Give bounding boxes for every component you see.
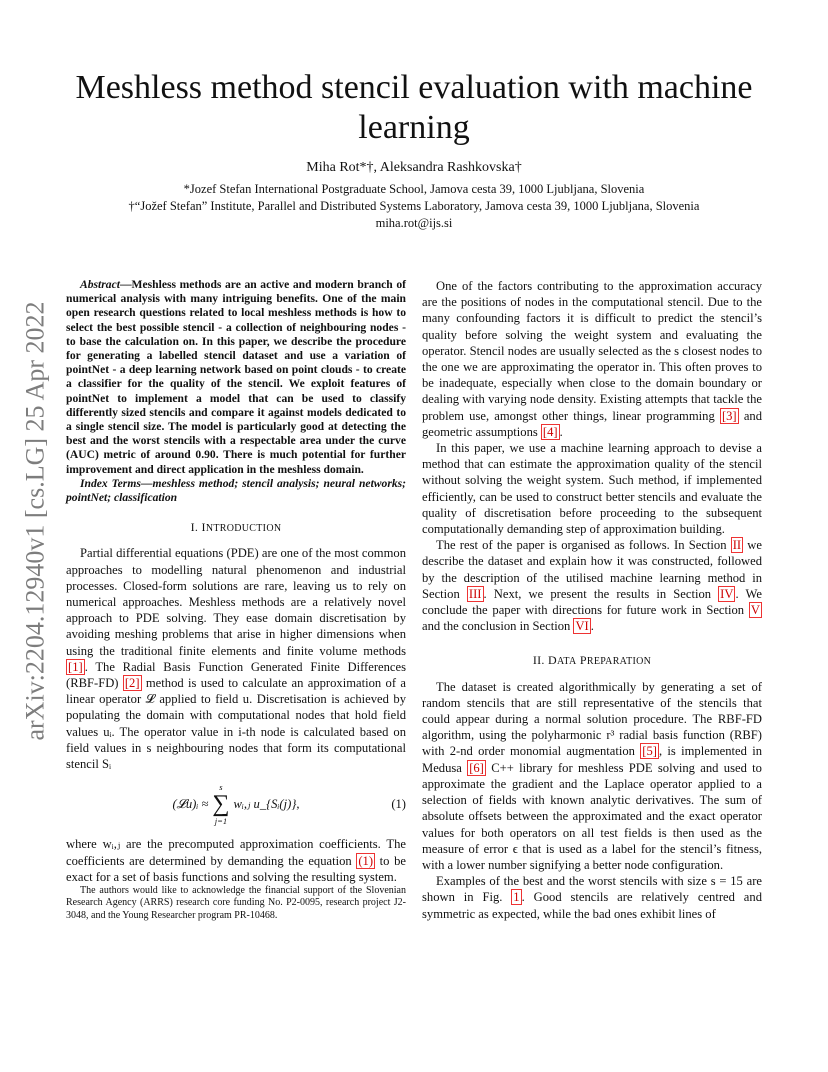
equation-number: (1)	[391, 797, 406, 812]
data-paragraph-2: Examples of the best and the worst stencils with size s = 15 are shown in Fig. 1 . Good stencils are relatively centred and symmetric as expected, while the bad ones exhibit lines of	[422, 874, 762, 921]
intro-paragraph-3: One of the factors contributing to the approximation accuracy are the positions of nodes in the computational stencil. Due to the many confounding factors it is difficult to predict the stencil’s quality before solving the weight system and evaluating the operator. Stencil nodes are usually selected as the s closest nodes to the one we are approximating the operator in. This often proves to be inadequate, especially when close to the domain boundary or dealing with varying node density. Existing attempts that tackle the problem use, amongst other things, linear programming [3] and geometric assumptions [4] .	[422, 279, 762, 439]
authors: Miha Rot*†, Aleksandra Rashkovska†	[306, 160, 522, 175]
intro-paragraph-2: where wᵢ,ⱼ are the precomputed approximation coefficients. The coefficients are determined by demanding the equation (1) to be exact for a set of basis functions and solving the resulting system.	[66, 837, 407, 884]
affiliation-1: *Jozef Stefan International Postgraduate School, Jamova cesta 39, 1000 Ljubljana, Slovenia	[183, 182, 645, 196]
equation-lhs: (𝓛u)ᵢ ≈	[172, 797, 209, 812]
intro-paragraph-4: In this paper, we use a machine learning approach to devise a method that can estimate the approximation quality of the stencil without solving the weight system. Such method, if implemented efficiently, can be used to construct better stencils and evaluate the quality of discretisation before proceeding to the subsequent computationally demanding step of approximation building.	[422, 441, 762, 537]
data-paragraph-1: The dataset is created algorithmically by generating a set of random stencils that are still representative of the stencils that could appear during a normal solution procedure. The RBF-FD algorithm, using the polyharmonic r³ radial basis function (RBF) with 2-nd order monomial augmentation [5] , is implemented in Medusa [6] C++ library for meshless PDE solving and used to approximate the gradient and the Laplace operator applied to a selection of fields with known analytic derivatives. The sum of absolute offsets between the approximated and the exact operator values for both operators on all test fields is then used as the measure of error ϵ that is used as a label for the stencil’s fitness, with a lower number signifying a better node configuration.	[422, 679, 763, 872]
abstract-label: Abstract	[80, 278, 120, 291]
section-heading-introduction: I. INTRODUCTION	[190, 520, 282, 535]
author-email: miha.rot@ijs.si	[375, 216, 453, 230]
section-link[interactable]: VI	[575, 619, 589, 634]
index-terms: Index Terms—meshless method; stencil analysis; neural networks; pointNet; classification	[66, 476, 406, 505]
footnote: The authors would like to acknowledge the financial support of the Slovenian Research Agency (ARRS) research core funding No. P2-0095, research project J2-3048, and the Young Researcher program PR-10468.	[66, 884, 406, 921]
affiliation-2: †“Jožef Stefan” Institute, Parallel and Distributed Systems Laboratory, Jamova cesta 39, 1000 Ljubljana, Slovenia	[128, 199, 700, 213]
left-column	[66, 278, 406, 922]
intro-paragraph-5: The rest of the paper is organised as follows. In Section II we describe the dataset and explain how it was constructed, followed by the description of the utilised machine learning method in Section III . Next, we present the results in Section IV . We conclude the paper with directions for future work in Section V and the conclusion in Section VI .	[422, 538, 762, 634]
abstract-text: —Meshless methods are an active and modern branch of numerical analysis with many intriguing benefits. One of the main open research questions related to local meshless methods is how to select the best possible stencil - a collection of neighbouring nodes - to base the calculation on. In this paper, we describe the procedure for generating a labelled stencil dataset and use a variation of pointNet - a deep learning network based on point clouds - to create a classifier for the quality of the stencil. We exploit features of pointNet to implement a model that can be used to classify differently sized stencils and compare it against models dedicated to a single stencil size. The model is particularly good at detecting the best and the worst stencils with a respectable area under the curve (AUC) metric of around 0.90. There is much potential for further improvement and direct application in the meshless domain.	[66, 278, 406, 476]
equation-link[interactable]: (1)	[358, 853, 374, 868]
equation-1	[66, 778, 406, 830]
citation-link[interactable]: [4]	[542, 424, 558, 439]
arxiv-stamp	[18, 285, 54, 757]
paper-title: Meshless method stencil evaluation with machine learning	[75, 69, 753, 146]
section-link[interactable]: IV	[720, 586, 734, 601]
citation-link[interactable]: [6]	[469, 760, 484, 775]
intro-paragraph-1: Partial differential equations (PDE) are one of the most common approaches to modelling natural phenomenon and industrial processes. Closed-form solutions are rare, leaving us to rely on numerical approaches. Meshless methods are a relatively novel approach to PDE solving. They ease domain discretisation by avoiding meshing problems that arise in higher dimensions when using the traditional finite elements and finite volume methods [1] . The Radial Basis Function Generated Finite Differences (RBF-FD) [2] method is used to calculate an approximation of a linear operator 𝓛 applied to field u. Discretisation is achieved by populating the domain with computational nodes that hold field values uᵢ. The operator value in i-th node is calculated based on field values in s neighbouring nodes that form its computational stencil Sᵢ	[66, 546, 406, 772]
section-link[interactable]: III	[468, 586, 482, 601]
section-heading-data-preparation: II. DATA PREPARATION	[532, 653, 652, 668]
section-link[interactable]: II	[732, 538, 742, 553]
right-column	[422, 278, 762, 922]
section-link[interactable]: V	[750, 603, 760, 618]
summation: s ∑ j=1	[212, 782, 230, 827]
citation-link[interactable]: [5]	[642, 744, 657, 759]
figure-link[interactable]: 1	[513, 890, 520, 905]
citation-link[interactable]: [3]	[721, 408, 737, 423]
abstract	[66, 278, 406, 477]
equation-rhs: wᵢ,ⱼ u_{Sᵢ(j)},	[233, 797, 300, 812]
citation-link[interactable]: [1]	[68, 659, 83, 674]
citation-link[interactable]: [2]	[124, 676, 140, 691]
arxiv-id: arXiv:2204.12940v1 [cs.LG] 25 Apr 2022	[21, 301, 50, 741]
